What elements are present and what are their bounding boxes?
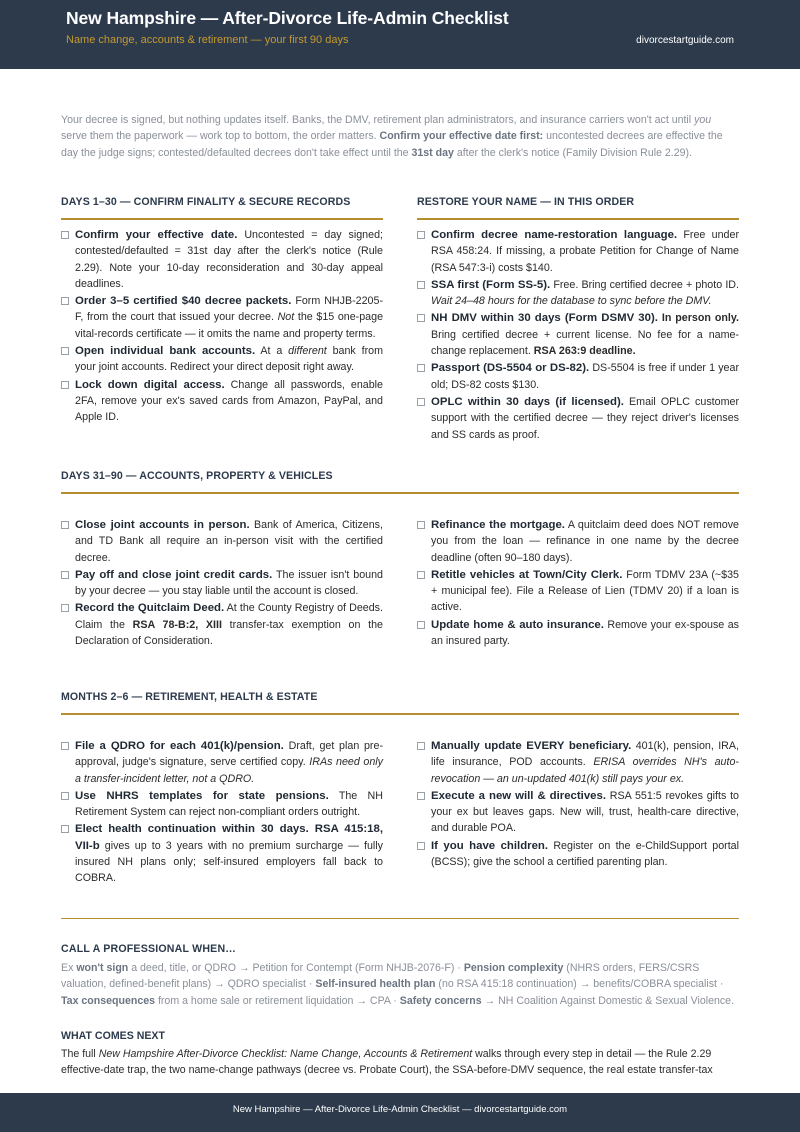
next-text: The full [61,1048,99,1060]
checklist-item[interactable] [417,227,739,276]
checkbox-icon[interactable] [417,842,425,850]
section-heading-days-31-90: DAYS 31–90 — ACCOUNTS, PROPERTY & VEHICLES [61,470,333,482]
item-text: Draft, get plan pre-approval, judge's signature, serve certified copy. [75,740,383,769]
section-divider [61,713,739,715]
section-divider [61,492,739,494]
item-emphasis: Wait 24–48 hours for the database to sync before the DMV. [431,295,712,308]
pro-bold: won't sign [76,962,129,974]
item-bold: In person only. [657,312,739,325]
item-text: Free. Bring certified decree + photo ID. [550,278,739,291]
intro-paragraph [61,112,739,161]
checklist-item[interactable] [417,394,739,443]
item-title: NH DMV within 30 days (Form DSMV 30). [431,312,658,325]
checklist-item[interactable] [61,788,383,821]
item-title: Passport (DS-5504 or DS-82). [431,362,590,375]
pro-bold: Self-insured health plan [315,978,436,991]
checklist-item[interactable] [61,738,383,787]
checkbox-icon[interactable] [417,281,425,289]
item-text: Form TDMV 23A (~$35 + municipal fee). File a Release of Lien (TDMV 20) if a loan is active. [431,568,739,614]
checklist-months-2-6-right [417,738,739,871]
checklist-item[interactable] [61,821,383,886]
checkbox-icon[interactable] [61,231,69,239]
checkbox-icon[interactable] [417,792,425,800]
item-bold: RSA 263:9 deadline. [533,345,636,358]
item-title: Confirm decree name-restoration language. [431,229,678,241]
item-title: Elect health continuation within 30 days. [75,823,309,836]
pro-bold: Pension complexity [463,962,564,974]
checkbox-icon[interactable] [61,825,69,833]
professional-paragraph [61,960,739,1009]
item-title: Record the Quitclaim Deed. [75,602,225,615]
site-name: divorcestartguide.com [636,35,734,46]
item-title: If you have children. [431,839,549,852]
checkbox-icon[interactable] [61,297,69,305]
checkbox-icon[interactable] [417,621,425,629]
intro-bold: 31st day [411,146,454,159]
checkbox-icon[interactable] [61,347,69,355]
checklist-item[interactable] [417,310,739,359]
professional-heading: CALL A PROFESSIONAL WHEN… [61,943,237,955]
intro-bold: Confirm your effective date first: [379,130,544,143]
pro-text: Ex [61,962,77,974]
intro-text: after the clerk's notice (Family Division Rule 2.29). [453,146,693,159]
item-text: Register on the e-ChildSupport portal (BCSS); give the school a certified parenting plan. [431,839,739,869]
item-text: Form NHJB-2205-F, from the court that issued your decree. [75,295,384,324]
item-text: Change all passwords, enable 2FA, remove your ex's saved cards from Amazon, PayPal, and Apple ID. [75,378,384,424]
pro-text: a deed, title, or QDRO → Petition for Contempt (Form NHJB-2076-F) · [128,962,464,974]
item-title: Pay off and close joint credit cards. [75,568,273,581]
item-title: Manually update EVERY beneficiary. [431,740,632,752]
intro-text: serve them the paperwork — work top to bottom, the order matters. [61,130,380,143]
checklist-item[interactable] [417,567,739,616]
checklist-item[interactable] [417,738,739,787]
checklist-item[interactable] [61,293,383,342]
item-emphasis: Not [277,311,295,324]
checkbox-icon[interactable] [417,521,425,529]
item-title: File a QDRO for each 401(k)/pension. [75,740,284,752]
item-title: Update home & auto insurance. [431,618,604,631]
item-title: Execute a new will & directives. [431,789,607,802]
pro-text: (NHRS orders, FERS/CSRS valuation, defined-benefit plans) → QDRO specialist · [61,962,700,991]
item-text: Bring certified decree + current license. No fee for a name-change replacement. [431,328,739,358]
checkbox-icon[interactable] [417,742,425,750]
checkbox-icon[interactable] [417,314,425,322]
item-title: Retitle vehicles at Town/City Clerk. [431,568,623,581]
checkbox-icon[interactable] [61,742,69,750]
pro-bold: Tax consequences [61,994,156,1007]
checklist-days-31-90-left [61,517,383,650]
checkbox-icon[interactable] [61,521,69,529]
item-emphasis: ERISA overrides NH's auto-revocation — an un-updated 401(k) still pays your ex. [431,756,739,785]
section-heading-days-1-30: DAYS 1–30 — CONFIRM FINALITY & SECURE RECORDS [61,196,351,208]
checklist-item[interactable] [417,838,739,871]
item-text: A quitclaim deed does NOT remove you from the loan — refinance in one name by the decree deadline (often 90–180 days). [431,519,739,564]
checkbox-icon[interactable] [417,571,425,579]
next-heading: WHAT COMES NEXT [61,1030,165,1042]
checklist-item[interactable] [417,617,739,650]
page-subtitle: Name change, accounts & retirement — your first 90 days [66,34,349,46]
item-text: The issuer isn't bound by your decree — you stay liable until the account is closed. [75,568,383,598]
item-title: Order 3–5 certified $40 decree packets. [75,295,292,308]
item-title: SSA first (Form SS-5). [431,278,551,291]
item-text: Uncontested = day signed; contested/defaulted = 31st day after the clerk's notice (Rule 2.29). Note your 10-day reconsideration and 30-day appeal deadlines. [75,229,383,290]
item-title: OPLC within 30 days (if licensed). [431,395,624,408]
item-title: Confirm your effective date. [75,229,238,241]
pro-bold: Safety concerns [399,994,482,1007]
intro-text: uncontested decrees are effective the day the judge signs; contested/defaulted decrees don't take effect until the [61,130,723,159]
checkbox-icon[interactable] [417,231,425,239]
item-bold: RSA 78-B:2, XIII [132,618,222,631]
item-bold: RSA 415:18, VII-b [75,823,383,852]
checklist-item[interactable] [61,600,383,649]
checklist-restore-name [417,227,739,444]
checklist-item[interactable] [417,277,739,310]
next-text: walks through every step in detail — the Rule 2.29 effective-date trap, the two name-change pathways (decree vs. Probate Court), the SSA-before-DMV sequence, the real estate transfer-tax [61,1048,713,1077]
section-divider [417,218,739,220]
pro-text: (no RSA 415:18 continuation) → benefits/COBRA specialist · [435,978,724,991]
item-text: bank from your joint accounts. Redirect your direct deposit right away. [75,345,383,374]
item-emphasis: different [288,345,327,358]
item-text: Bank of America, Citizens, and TD Bank all require an in-person visit with the certified decree. [75,519,383,564]
checklist-item[interactable] [417,517,739,566]
checkbox-icon[interactable] [417,364,425,372]
footer-text: New Hampshire — After-Divorce Life-Admin Checklist — divorcestartguide.com [232,1104,568,1115]
checklist-item[interactable] [61,227,383,292]
intro-text: Your decree is signed, but nothing updates itself. Banks, the DMV, retirement plan administrators, and insurance carriers won't act until [61,114,695,126]
next-paragraph [61,1046,739,1079]
section-divider [61,218,383,220]
page-title: New Hampshire — After-Divorce Life-Admin Checklist [66,8,509,28]
checkbox-icon[interactable] [61,604,69,612]
item-text: Email OPLC customer support with the certified decree — they reject driver's licenses and SS cards as proof. [431,395,740,441]
item-text: At a [255,345,289,358]
item-text: Free under RSA 458:24. If missing, a probate Petition for Change of Name (RSA 547:3-i) costs $140. [431,229,739,274]
item-title: Lock down digital access. [75,378,225,391]
item-text: the $15 one-page vital-records certificate — it omits the name and property terms. [75,311,384,340]
checklist-days-31-90-right [417,517,739,650]
item-title: Open individual bank accounts. [75,345,256,358]
next-emphasis: New Hampshire After-Divorce Checklist: Name Change, Accounts & Retirement [98,1048,473,1060]
item-emphasis: IRAs need only a transfer-incident letter, not a QDRO. [75,756,383,785]
item-text: RSA 551:5 revokes gifts to your ex but leaves gaps. New will, trust, health-care directive, and durable POA. [431,789,739,835]
item-text: At the County Registry of Deeds. Claim the [75,602,383,631]
item-text: Remove your ex-spouse as an insured party. [431,618,740,648]
checklist-days-1-30 [61,227,383,427]
pro-text: → NH Coalition Against Domestic & Sexual Violence. [481,994,735,1007]
item-text: DS-5504 is free if under 1 year old; DS-82 costs $130. [431,362,740,391]
item-title: Refinance the mortgage. [431,519,565,531]
item-title: Close joint accounts in person. [75,519,250,531]
checklist-item[interactable] [61,567,383,600]
checklist-item[interactable] [61,517,383,566]
section-heading-restore-name: RESTORE YOUR NAME — IN THIS ORDER [417,196,635,208]
checklist-item[interactable] [417,360,739,393]
section-divider [61,918,739,919]
section-heading-months-2-6: MONTHS 2–6 — RETIREMENT, HEALTH & ESTATE [61,691,318,703]
item-text: 401(k), pension, IRA, life insurance, POD accounts. [431,740,739,769]
checkbox-icon[interactable] [61,381,69,389]
checklist-item[interactable] [61,343,383,376]
checkbox-icon[interactable] [61,571,69,579]
intro-emphasis: you [694,114,712,126]
item-title: Use NHRS templates for state pensions. [75,789,329,802]
checklist-item[interactable] [61,377,383,426]
item-text: gives up to 3 years with no premium surcharge — fully insured NH plans only; self-insured employers fall back to COBRA. [75,839,383,885]
checklist-months-2-6-left [61,738,383,888]
checkbox-icon[interactable] [417,398,425,406]
item-text: transfer-tax exemption on the Declaration of Consideration. [75,618,383,648]
pro-text: from a home sale or retirement liquidation → CPA · [155,994,400,1007]
checklist-item[interactable] [417,788,739,837]
item-text: The NH Retirement System can reject non-compliant orders outright. [75,789,383,819]
page-footer [0,1093,800,1132]
checkbox-icon[interactable] [61,792,69,800]
page-header [0,0,800,69]
